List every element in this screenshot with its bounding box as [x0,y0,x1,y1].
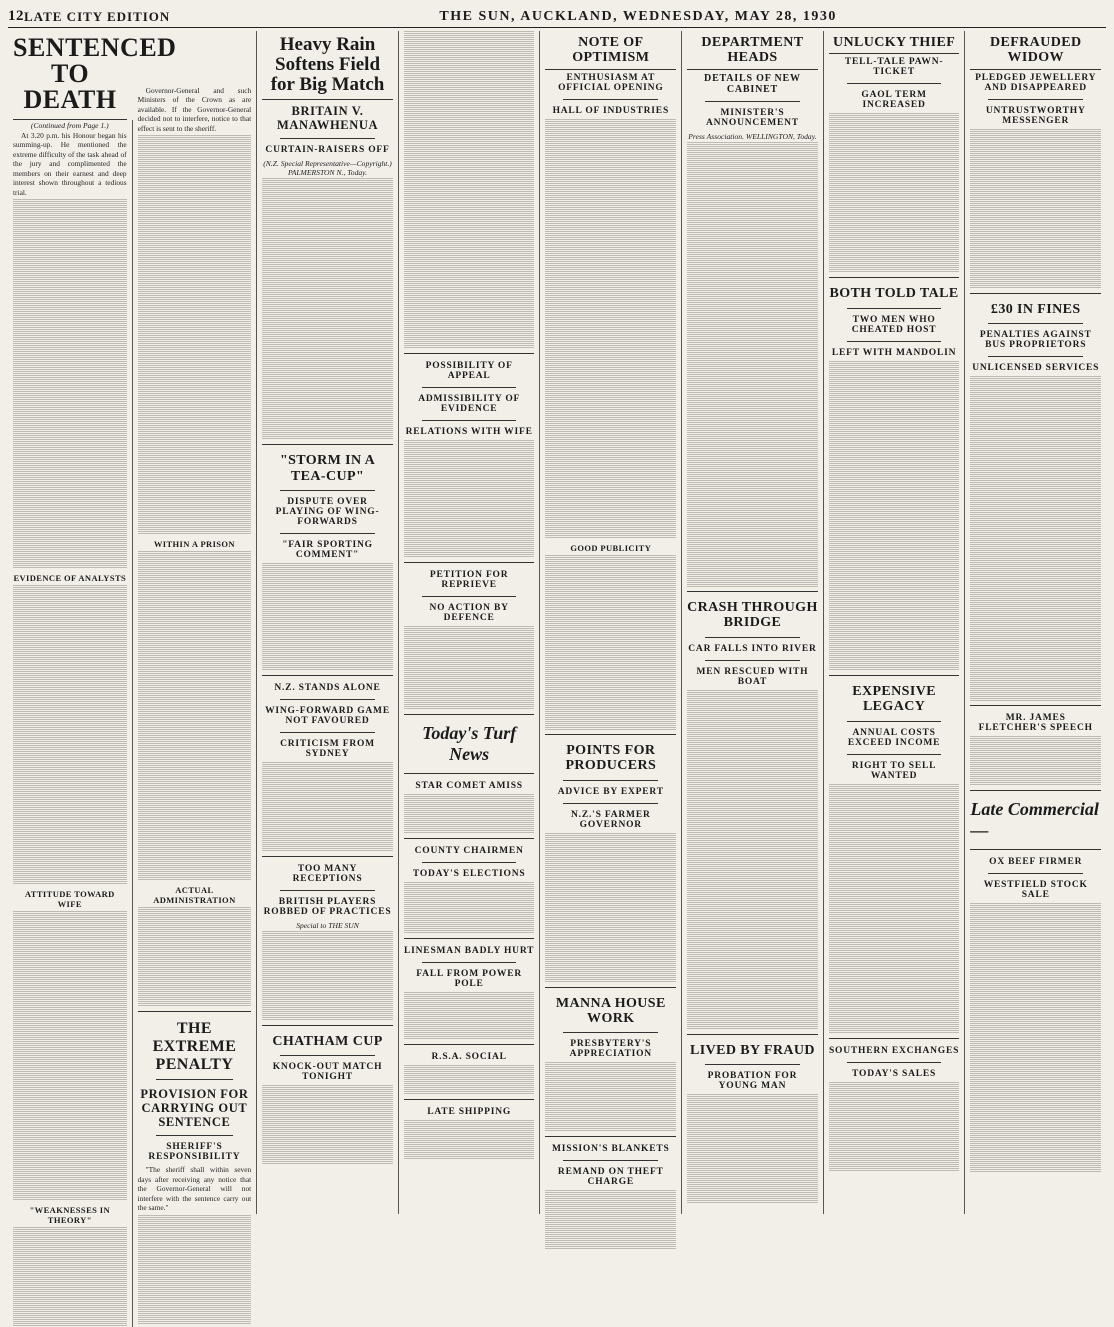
petition-body [404,626,535,710]
page-number: 12 [8,8,24,24]
headline-sheriff: SHERIFF'S RESPONSIBILITY [148,1142,241,1163]
headline-sentenced-to-death: SENTENCED TO DEATH [13,31,127,120]
headline-petition: PETITION FOR REPRIEVE [429,570,509,590]
headline-rsa-social: R.S.A. SOCIAL [431,1052,507,1062]
subhead-star-comet: STAR COMET AMISS [415,781,523,791]
linesman-body [404,992,535,1040]
subhead-british-players: BRITISH PLAYERS ROBBED OF PRACTICES [263,897,392,918]
masthead [8,6,1106,28]
paper-dateline: THE SUN, AUCKLAND, WEDNESDAY, MAY 28, 1930 [439,8,837,24]
subhead-fair-comment: "FAIR SPORTING COMMENT" [282,540,373,561]
headline-turf-news: Today's Turf News [422,723,517,764]
subhead-dispute: DISPUTE OVER PLAYING OF WING-FORWARDS [275,497,380,528]
commercial-body [970,903,1101,1173]
shipping-body [404,1120,535,1160]
subhead-right-to-sell: RIGHT TO SELL WANTED [851,760,937,781]
mandolin-body [829,361,960,671]
sport-body-1 [262,178,393,440]
headline-late-commercial: Late Commercial— [970,799,1099,841]
headline-unlucky-thief: UNLUCKY THIEF [829,31,960,54]
headline-fletcher-speech: MR. JAMES FLETCHER'S SPEECH [978,713,1093,734]
subhead-knockout: KNOCK-OUT MATCH TONIGHT [272,1062,383,1083]
subhead-wing-forward-game: WING-FORWARD GAME NOT FAVOURED [265,706,390,727]
headline-heavy-rain: Heavy Rain Softens Field for Big Match [262,31,393,100]
subhead-hall-industries: HALL OF INDUSTRIES [552,105,670,116]
headline-storm-teacup: "STORM IN A TEA-CUP" [279,453,376,484]
col2-body-2 [138,551,252,881]
sheriff-quote: "The sheriff shall within seven days after receiving any notice that the Governor-General will not interfere with the sentence carry out the same." [137,1165,252,1213]
subhead-annual-costs: ANNUAL COSTS EXCEED INCOME [847,727,941,748]
subhead-left-mandolin: LEFT WITH MANDOLIN [831,347,957,358]
headline-expensive-legacy: EXPENSIVE LEGACY [852,683,936,715]
fraud-body [687,1094,818,1204]
subhead-no-action: NO ACTION BY DEFENCE [429,603,509,623]
turf-body [404,794,535,834]
subhead-within-prison: WITHIN A PRISON [153,539,235,550]
manna-body [545,1062,676,1132]
missions-body [545,1190,676,1250]
headline-missions-blankets: MISSION'S BLANKETS [551,1144,670,1155]
crash-body [687,690,818,1030]
headline-chatham-cup: CHATHAM CUP [272,1034,383,1050]
sport-body-2 [262,563,393,671]
subhead-criticism-sydney: CRITICISM FROM SYDNEY [280,739,375,760]
column-unlucky-thief [824,31,966,1214]
subhead-probation: PROBATION FOR YOUNG MAN [707,1070,798,1091]
col2-body-1 [138,135,252,535]
headline-nz-stands-alone: N.Z. STANDS ALONE [274,683,381,694]
headline-both-told-tale: BOTH TOLD TALE [829,286,959,302]
headline-30-fines: £30 IN FINES [990,301,1081,317]
headline-defrauded-widow: DEFRAUDED WIDOW [970,31,1101,70]
headline-possibility-appeal: POSSIBILITY OF APPEAL [425,361,513,381]
subhead-todays-sales: TODAY'S SALES [852,1068,937,1079]
subhead-men-rescued: MEN RESCUED WITH BOAT [696,666,809,687]
headline-lived-fraud: LIVED BY FRAUD [690,1042,815,1058]
widow-body [970,129,1101,289]
special-to-sun: Special to THE SUN [296,921,359,931]
subhead-farmer-governor: N.Z.'S FARMER GOVERNOR [570,809,651,830]
thief-body [829,113,960,273]
subhead-westfield: WESTFIELD STOCK SALE [983,880,1088,901]
article-intro: At 3.20 p.m. his Honour began his summing-up. He mentioned the extreme difficulty of the task ahead of the jury and complimented the members on their earnest and deep interest shown throughout a tedious trial. [13,131,127,197]
fletcher-body [970,736,1101,786]
county-body [404,882,535,934]
headline-provision: PROVISION FOR CARRYING OUT SENTENCE [140,1087,249,1129]
fines-body [970,376,1101,701]
subhead-weaknesses-theory: "WEAKNESSES IN THEORY" [29,1205,111,1226]
legacy-body [829,784,960,1034]
column-optimism [540,31,682,1214]
headline-department-heads: DEPARTMENT HEADS [687,31,818,70]
subhead-ministers-announcement: MINISTER'S ANNOUNCEMENT [705,107,799,128]
subhead-relations-wife: RELATIONS WITH WIFE [405,427,533,437]
cabinet-dateline: Press Association. WELLINGTON, Today. [688,131,817,141]
col2-opening: Governor-General and such Ministers of the Crown as are available. If the Governor-General decided not to interfere, notice to that effect is sent to the sheriff. [137,86,252,133]
subhead-curtain-raisers: CURTAIN-RAISERS OFF [265,145,390,156]
subhead-enthusiasm: ENTHUSIASM AT OFFICIAL OPENING [558,72,664,93]
sport-body-3 [262,762,393,852]
subhead-remand-theft: REMAND ON THEFT CHARGE [557,1167,664,1188]
subhead-elections: TODAY'S ELECTIONS [412,869,526,879]
continued-note: (Continued from Page 1.) [30,121,109,130]
subhead-good-publicity: GOOD PUBLICITY [570,542,652,553]
headline-points-producers: POINTS FOR PRODUCERS [565,742,657,774]
subhead-unlicensed: UNLICENSED SERVICES [972,363,1100,374]
cabinet-body [687,142,818,587]
appeal-body [404,440,535,558]
subhead-actual-admin: ACTUAL ADMINISTRATION [153,885,236,906]
article-body-2 [13,585,127,885]
headline-manna-house: MANNA HOUSE WORK [555,995,666,1026]
exchanges-body [829,1082,960,1172]
column-cabinet [682,31,824,1214]
column-defrauded-widow [965,31,1106,1214]
subhead-untrustworthy: UNTRUSTWORTHY MESSENGER [985,105,1086,126]
subhead-admissibility: ADMISSIBILITY OF EVIDENCE [418,394,521,414]
subhead-ox-beef: OX BEEF FIRMER [989,857,1083,868]
headline-too-many-receptions: TOO MANY RECEPTIONS [292,864,363,885]
subhead-britain-manawhenua: BRITAIN V. MANAWHENUA [276,103,379,132]
article-body-4 [13,1227,127,1327]
optimism-body-2 [545,555,676,730]
sport-dateline: (N.Z. Special Representative—Copyright.) PALMERSTON N., Today. [263,159,392,178]
subhead-new-cabinet: DETAILS OF NEW CABINET [704,72,801,95]
producers-body [545,833,676,983]
headline-late-shipping: LATE SHIPPING [427,1107,512,1117]
rsa-body [404,1065,535,1095]
subhead-evidence-analysts: EVIDENCE OF ANALYSTS [13,573,127,584]
subhead-pledged-jewellery: PLEDGED JEWELLERY AND DISAPPEARED [975,72,1097,93]
subhead-penalties-bus: PENALTIES AGAINST BUS PROPRIETORS [979,330,1092,351]
subhead-gaol-term: GAOL TERM INCREASED [861,90,927,111]
subhead-power-pole: FALL FROM POWER POLE [416,969,523,989]
headline-crash-bridge: CRASH THROUGH BRIDGE [687,599,818,631]
edition-label: LATE CITY EDITION [24,8,171,24]
subhead-pawn-ticket: TELL-TALE PAWN-TICKET [844,57,944,78]
sport-body-4 [262,931,393,1021]
article-body-3 [13,911,127,1201]
column-sport [257,31,399,1214]
article-body-1 [13,199,127,569]
col2-body-4 [138,1215,252,1325]
sport-body-5 [262,1085,393,1165]
headline-southern-exchanges: SOUTHERN EXCHANGES [828,1045,960,1056]
subhead-presbytery: PRESBYTERY'S APPRECIATION [569,1039,652,1060]
appeal-body-top [404,31,535,349]
column-sentenced [8,31,257,1226]
subhead-attitude-wife: ATTITUDE TOWARD WIFE [24,889,115,910]
headline-linesman: LINESMAN BADLY HURT [404,946,535,956]
optimism-body-1 [545,119,676,539]
subhead-two-men: TWO MEN WHO CHEATED HOST [851,314,937,335]
headline-extreme-penalty: THE EXTREME PENALTY [152,1020,237,1073]
headline-county-chairmen: COUNTY CHAIRMEN [414,846,524,856]
headline-note-optimism: NOTE OF OPTIMISM [545,31,676,70]
subhead-advice-expert: ADVICE BY EXPERT [557,786,664,797]
subhead-car-falls: CAR FALLS INTO RIVER [688,643,817,654]
column-appeal-turf [399,31,541,1214]
col2-body-3 [138,907,252,1007]
